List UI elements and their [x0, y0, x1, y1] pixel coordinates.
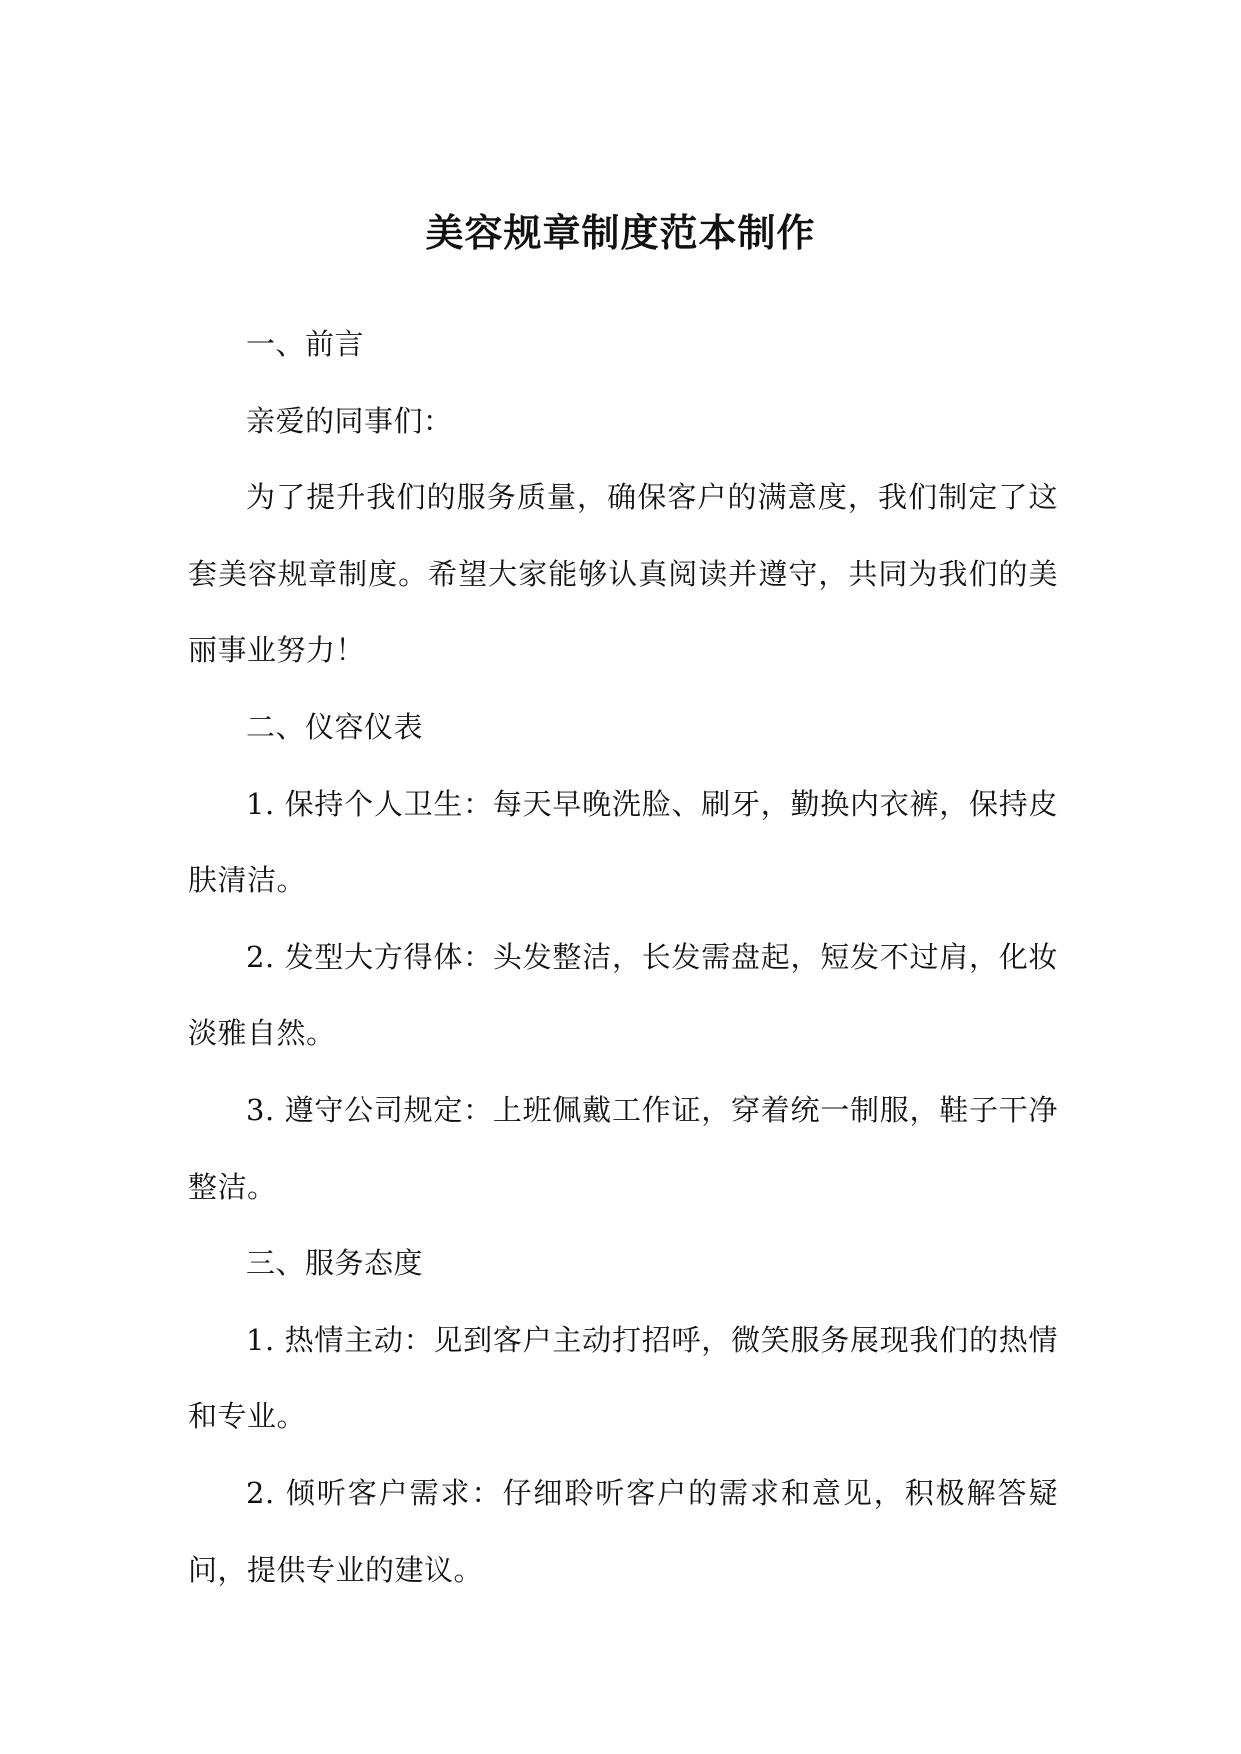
section-heading-service-attitude: 三、服务态度	[246, 1246, 424, 1281]
appearance-item-2: 2. 发型大方得体：头发整洁，长发需盘起，短发不过肩，化妆淡雅自然。	[188, 939, 1058, 1051]
service-item-2: 2. 倾听客户需求：仔细聆听客户的需求和意见，积极解答疑问，提供专业的建议。	[188, 1475, 1058, 1587]
salutation: 亲爱的同事们：	[246, 403, 453, 438]
section-heading-preface: 一、前言	[246, 327, 365, 361]
document-title: 美容规章制度范本制作	[425, 210, 816, 256]
section-heading-appearance: 二、仪容仪表	[246, 709, 424, 744]
intro-paragraph: 为了提升我们的服务质量，确保客户的满意度，我们制定了这套美容规章制度。希望大家能够认真阅读并遵守，共同为我们的美丽事业努力！	[188, 480, 1058, 668]
service-item-1: 1. 热情主动：见到客户主动打招呼，微笑服务展现我们的热情和专业。	[188, 1322, 1058, 1434]
document-body	[188, 306, 1058, 1608]
appearance-item-1: 1. 保持个人卫生：每天早晚洗脸、刷牙，勤换内衣裤，保持皮肤清洁。	[188, 786, 1058, 898]
appearance-item-3: 3. 遵守公司规定：上班佩戴工作证，穿着统一制服，鞋子干净整洁。	[188, 1092, 1058, 1204]
